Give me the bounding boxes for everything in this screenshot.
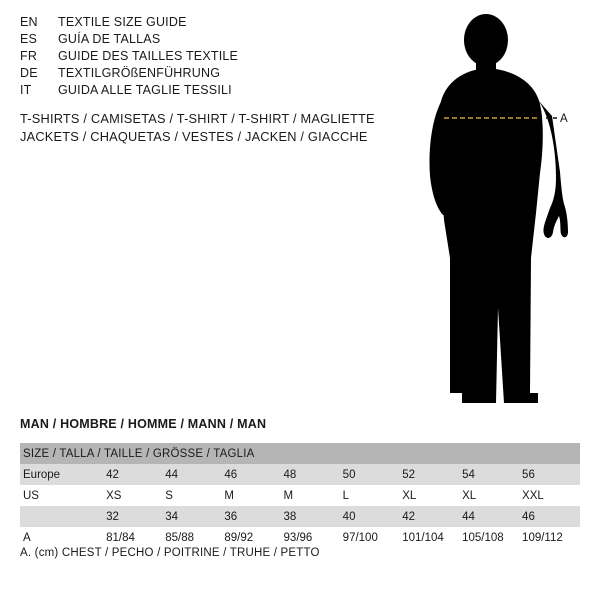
row-value: 44 bbox=[163, 464, 222, 485]
language-row bbox=[20, 31, 420, 48]
male-silhouette-icon bbox=[400, 8, 600, 408]
language-text: GUIDA ALLE TAGLIE TESSILI bbox=[58, 83, 232, 97]
body-figure bbox=[400, 8, 600, 408]
row-value: XL bbox=[400, 485, 460, 506]
row-value: 38 bbox=[282, 506, 341, 527]
language-row bbox=[20, 14, 420, 31]
row-value: 40 bbox=[341, 506, 401, 527]
language-code: ES bbox=[20, 32, 38, 46]
language-row bbox=[20, 65, 420, 82]
table-title: MAN / HOMBRE / HOMME / MANN / MAN bbox=[20, 417, 267, 431]
row-value: 44 bbox=[460, 506, 520, 527]
row-value: 34 bbox=[163, 506, 222, 527]
row-value: L bbox=[341, 485, 401, 506]
row-value: M bbox=[222, 485, 281, 506]
row-value: 52 bbox=[400, 464, 460, 485]
row-value: 85/88 bbox=[163, 527, 222, 548]
category-tshirts: T-SHIRTS / CAMISETAS / T-SHIRT / T-SHIRT / MAGLIETTE bbox=[20, 111, 375, 126]
row-value: M bbox=[282, 485, 341, 506]
language-text: TEXTILGRÖßENFÜHRUNG bbox=[58, 66, 221, 80]
row-value: 46 bbox=[222, 464, 281, 485]
row-value: XS bbox=[104, 485, 163, 506]
row-value: 93/96 bbox=[282, 527, 341, 548]
language-text: TEXTILE SIZE GUIDE bbox=[58, 15, 187, 29]
language-list bbox=[20, 14, 420, 99]
row-label: A bbox=[20, 527, 104, 548]
table-row bbox=[20, 506, 580, 527]
row-value: XL bbox=[460, 485, 520, 506]
row-label bbox=[20, 506, 104, 527]
row-value: 32 bbox=[104, 506, 163, 527]
table-row bbox=[20, 464, 580, 485]
row-value: 54 bbox=[460, 464, 520, 485]
row-value: 89/92 bbox=[222, 527, 281, 548]
measure-label-a: A bbox=[560, 113, 568, 125]
table-row bbox=[20, 485, 580, 506]
table-header-label: SIZE / TALLA / TAILLE / GRÖSSE / TAGLIA bbox=[20, 443, 580, 464]
row-value: 105/108 bbox=[460, 527, 520, 548]
language-code: DE bbox=[20, 66, 38, 80]
language-text: GUÍA DE TALLAS bbox=[58, 32, 161, 46]
row-value: 46 bbox=[520, 506, 580, 527]
language-code: EN bbox=[20, 15, 38, 29]
row-value: 48 bbox=[282, 464, 341, 485]
row-label: Europe bbox=[20, 464, 104, 485]
row-value: XXL bbox=[520, 485, 580, 506]
row-label: US bbox=[20, 485, 104, 506]
footnote: A. (cm) CHEST / PECHO / POITRINE / TRUHE / PETTO bbox=[20, 547, 320, 559]
row-value: 42 bbox=[400, 506, 460, 527]
language-text: GUIDE DES TAILLES TEXTILE bbox=[58, 49, 239, 63]
row-value: 97/100 bbox=[341, 527, 401, 548]
table-row bbox=[20, 527, 580, 548]
row-value: 101/104 bbox=[400, 527, 460, 548]
language-code: FR bbox=[20, 49, 38, 63]
table-header-row bbox=[20, 443, 580, 464]
row-value: 109/112 bbox=[520, 527, 580, 548]
category-list bbox=[20, 110, 440, 146]
row-value: 50 bbox=[341, 464, 401, 485]
row-value: 42 bbox=[104, 464, 163, 485]
language-row bbox=[20, 82, 420, 99]
size-table bbox=[20, 443, 580, 548]
category-jackets: JACKETS / CHAQUETAS / VESTES / JACKEN / GIACCHE bbox=[20, 129, 368, 144]
language-code: IT bbox=[20, 83, 32, 97]
row-value: S bbox=[163, 485, 222, 506]
row-value: 36 bbox=[222, 506, 281, 527]
row-value: 56 bbox=[520, 464, 580, 485]
row-value: 81/84 bbox=[104, 527, 163, 548]
language-row bbox=[20, 48, 420, 65]
